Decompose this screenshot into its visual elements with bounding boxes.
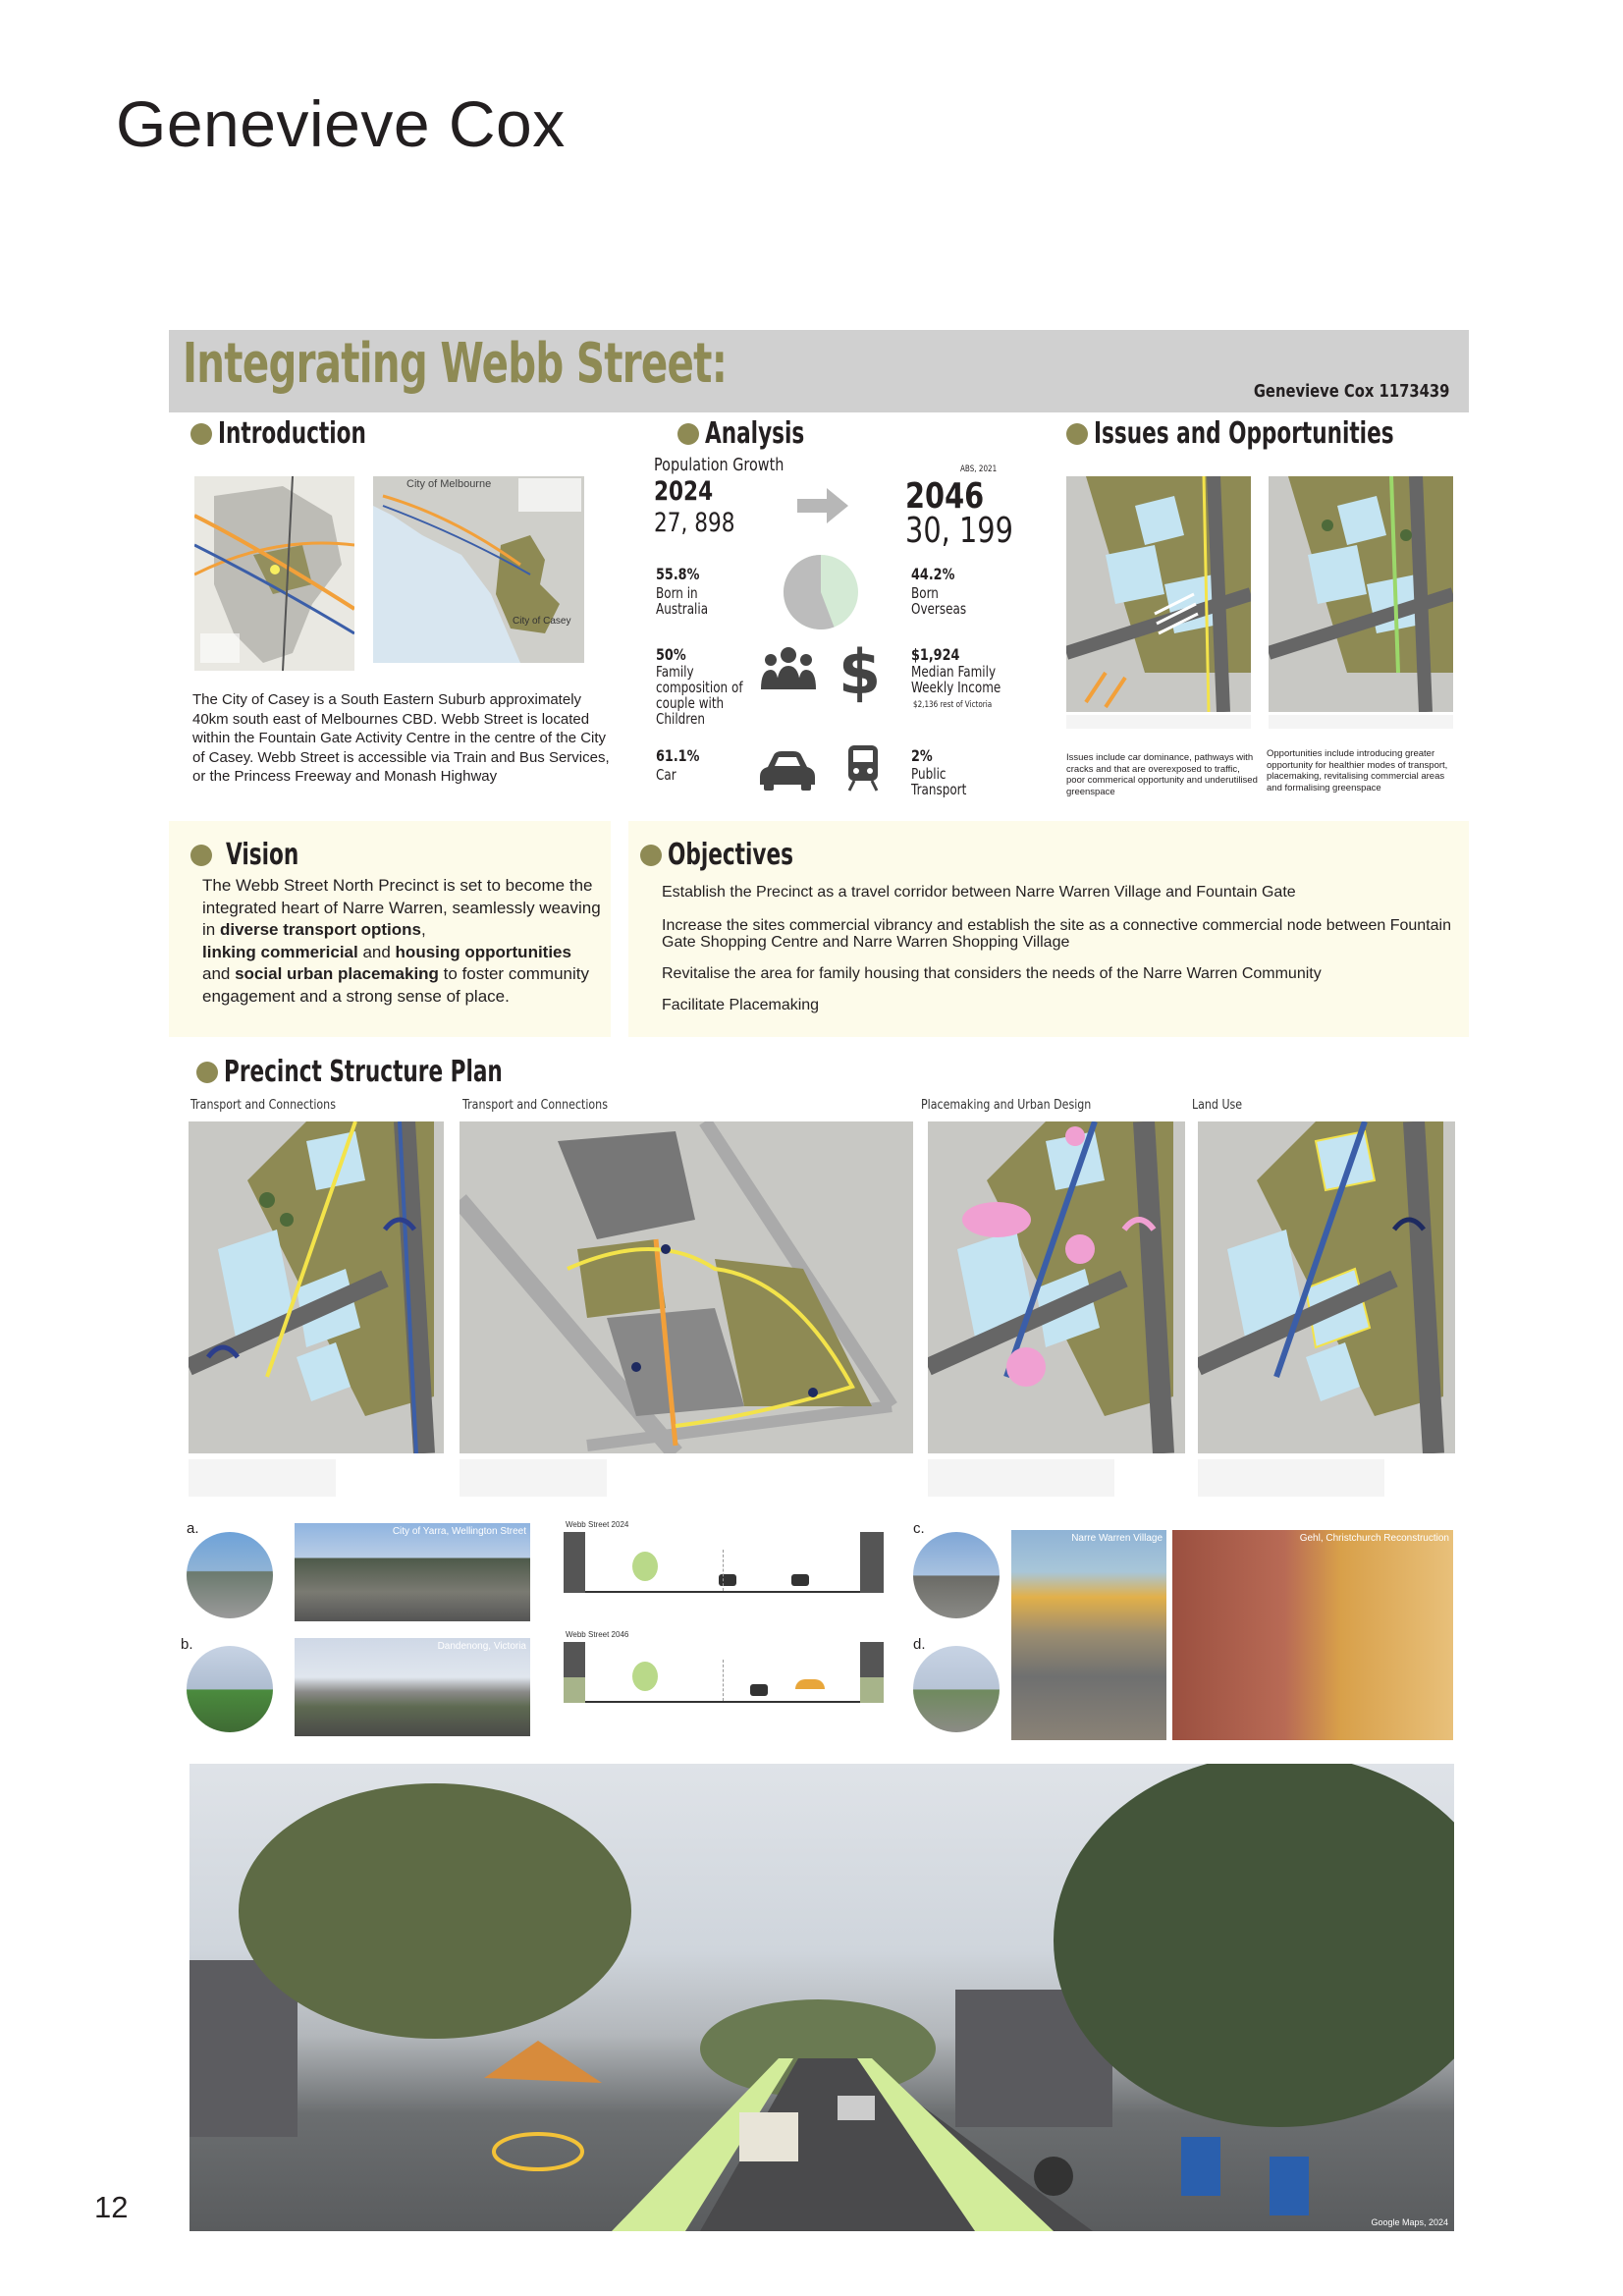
year-2024: 2024 [654, 476, 714, 507]
bullet-dot-icon [1066, 423, 1088, 445]
born-overseas-l2: Overseas [911, 600, 967, 618]
family-l3: couple with [656, 694, 725, 712]
bullet-dot-icon [190, 845, 212, 866]
plan-map-transport-1 [189, 1121, 444, 1453]
born-australia-l1: Born in [656, 584, 698, 602]
income-value: $1,924 [911, 645, 960, 664]
source-label: ABS, 2021 [960, 465, 998, 474]
banner-author-id: Genevieve Cox 1173439 [1253, 381, 1449, 402]
locality-map [194, 476, 354, 671]
family-pct: 50% [656, 645, 686, 664]
car-pct: 61.1% [656, 746, 700, 765]
map-label-melbourne: City of Melbourne [406, 478, 492, 490]
webb-street-rendering [189, 1764, 1454, 2231]
arrow-right-icon [797, 488, 848, 523]
objective-item-2: Increase the sites commercial vibrancy and establish the site as a connective commercial node between Fountain Gate Shopping Centre and Narre Warren Shopping Village [662, 917, 1451, 951]
born-australia-l2: Australia [656, 600, 709, 618]
introduction-text: The City of Casey is a South Eastern Suburb approximately 40km south east of Melbournes CBD. Webb Street is located within the Fountain Gate Activity Centre in the centre of the City of Casey. Webb Street is accessible via Train and Bus Services, or the Princess Freeway and Monash Highway [192, 691, 610, 785]
car-icon [760, 749, 815, 791]
plan-caption-3: Placemaking and Urban Design [921, 1098, 1092, 1113]
objective-item-1: Establish the Precinct as a travel corridor between Narre Warren Village and Fountain Gate [662, 884, 1296, 901]
plan-map-land-use [1198, 1121, 1455, 1453]
plan-legend-1 [189, 1459, 336, 1497]
issues-legend [1066, 715, 1251, 729]
plan-caption-2: Transport and Connections [462, 1098, 608, 1113]
map-label-casey: City of Casey [513, 616, 571, 627]
author-name: Genevieve Cox [116, 87, 566, 160]
issues-text: Issues include car dominance, pathways with cracks and that are overexposed to traffic, poor commerical opportunity and underutilised greenspace [1066, 752, 1258, 797]
income-l2: Weekly Income [911, 679, 1001, 696]
precedent-label-b: b. [181, 1636, 193, 1653]
born-australia-pct: 55.8% [656, 565, 700, 583]
family-icon [759, 646, 818, 689]
train-icon [846, 743, 880, 793]
family-l4: Children [656, 710, 705, 728]
income-subnote: $2,136 rest of Victoria [913, 700, 993, 710]
issues-heading: Issues and Opportunities [1066, 416, 1510, 451]
plan-caption-4: Land Use [1192, 1098, 1243, 1113]
income-l1: Median Family [911, 663, 997, 681]
analysis-heading: Analysis [677, 416, 843, 451]
bullet-dot-icon [196, 1062, 218, 1083]
rendering-credit: Google Maps, 2024 [1371, 2217, 1448, 2227]
precedent-photo-a: City of Yarra, Wellington Street [295, 1523, 530, 1621]
plan-legend-3 [928, 1459, 1114, 1497]
issues-map [1066, 476, 1251, 712]
objectives-heading: Objectives [640, 838, 842, 872]
born-overseas-l1: Born [911, 584, 939, 602]
precedent-photo-c: Narre Warren Village [1011, 1530, 1166, 1740]
public-transport-pct: 2% [911, 746, 933, 765]
opportunities-text: Opportunities include introducing greater opportunity for healthier modes of transport, placemaking, revitalising commercial areas and formalising greenspace [1267, 748, 1448, 793]
introduction-heading: Introduction [190, 416, 423, 451]
regional-map [373, 476, 584, 663]
born-overseas-pct: 44.2% [911, 565, 955, 583]
objective-item-3: Revitalise the area for family housing that considers the needs of the Narre Warren Community [662, 965, 1322, 982]
plan-map-placemaking [928, 1121, 1185, 1453]
street-section-2046: Webb Street 2046 [564, 1630, 884, 1754]
precedent-photo-d: Gehl, Christchurch Reconstruction [1172, 1530, 1453, 1740]
plan-legend-2 [460, 1459, 607, 1497]
page-number: 12 [94, 2190, 129, 2224]
plan-caption-1: Transport and Connections [190, 1098, 336, 1113]
precedent-label-a: a. [187, 1520, 199, 1537]
year-2046: 2046 [905, 476, 985, 517]
bullet-dot-icon [677, 423, 699, 445]
precedent-circle-c [913, 1532, 1000, 1618]
precedent-circle-a [187, 1532, 273, 1618]
precedent-label-d: d. [913, 1636, 926, 1653]
bullet-dot-icon [190, 423, 212, 445]
population-growth-label: Population Growth [654, 455, 784, 475]
population-2046: 30, 199 [905, 511, 1013, 551]
plan-legend-4 [1198, 1459, 1384, 1497]
bullet-dot-icon [640, 845, 662, 866]
car-label: Car [656, 766, 676, 784]
objective-item-4: Facilitate Placemaking [662, 997, 820, 1013]
family-l2: composition of [656, 679, 743, 696]
vision-heading: Vision [190, 838, 327, 872]
precinct-heading: Precinct Structure Plan [196, 1055, 611, 1089]
opportunities-map [1269, 476, 1453, 712]
population-2024: 27, 898 [654, 508, 735, 538]
plan-map-transport-2 [460, 1121, 913, 1453]
opportunities-legend [1269, 715, 1453, 729]
precedent-circle-d [913, 1646, 1000, 1732]
precedent-label-c: c. [913, 1520, 925, 1537]
banner-title: Integrating Webb Street: [183, 332, 728, 396]
family-l1: Family [656, 663, 694, 681]
vision-text: The Webb Street North Precinct is set to become the integrated heart of Narre Warren, seamlessly weaving in diverse transport options, linking commericial and housing opportunities and social urban placemaking to foster community engagement and a strong sense of place. [202, 876, 601, 1006]
public-transport-l1: Public [911, 765, 947, 783]
dollar-icon: $ [839, 636, 882, 708]
birthplace-pie-chart [783, 554, 859, 630]
public-transport-l2: Transport [911, 781, 967, 798]
precedent-circle-b [187, 1646, 273, 1732]
precedent-photo-b: Dandenong, Victoria [295, 1638, 530, 1736]
street-section-2024: Webb Street 2024 [564, 1520, 884, 1628]
